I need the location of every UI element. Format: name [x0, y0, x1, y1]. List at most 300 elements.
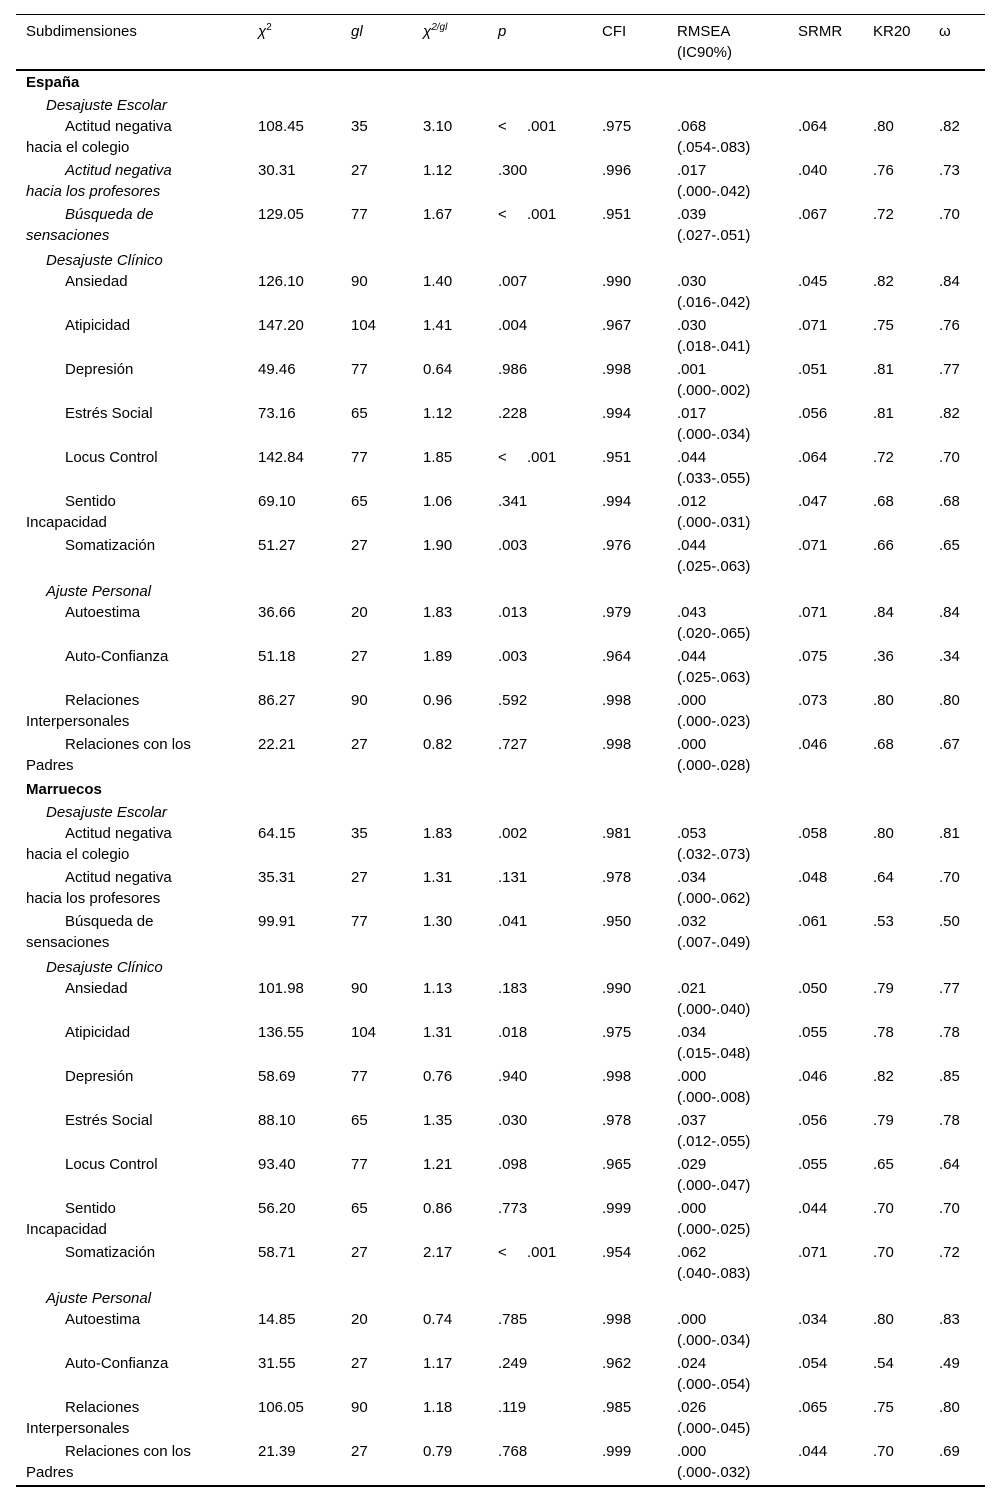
cell-rmsea	[668, 535, 789, 579]
row-label-text1: Sentido	[65, 493, 116, 510]
row-label-line2: hacia los profesores	[26, 183, 161, 200]
cell-omega: .84	[939, 273, 960, 290]
cell-rmsea	[668, 116, 789, 160]
table-row	[16, 690, 985, 734]
rmsea-value: .000	[677, 692, 707, 709]
rmsea-interval: (.016-.042)	[677, 294, 751, 311]
cell-gl: 20	[351, 1311, 368, 1328]
row-label-text1: Relaciones con los	[65, 1443, 191, 1460]
p-value: .003	[498, 648, 528, 665]
row-label-text1: Actitud negativa	[65, 118, 172, 135]
cell-srmr: .073	[798, 692, 828, 709]
subgroup-row	[16, 1286, 985, 1309]
cell-srmr: .071	[798, 1244, 828, 1261]
cell-srmr: .054	[798, 1355, 828, 1372]
table-row	[16, 1066, 985, 1110]
rmsea-value: .044	[677, 648, 707, 665]
cell-srmr: .055	[798, 1156, 828, 1173]
cell-srmr: .050	[798, 980, 828, 997]
cell-rmsea	[668, 1154, 789, 1198]
rmsea-value: .030	[677, 273, 707, 290]
rmsea-value: .039	[677, 206, 707, 223]
cell-p	[489, 1154, 593, 1198]
rmsea-interval: (.000-.028)	[677, 757, 751, 774]
cell-rmsea	[668, 160, 789, 204]
cell-chi2: 14.85	[258, 1311, 296, 1328]
cell-gl: 65	[351, 493, 368, 510]
row-label-line1	[26, 690, 249, 711]
cell-cfi: .954	[602, 1244, 632, 1261]
table-row	[16, 1198, 985, 1242]
cell-cfi: .951	[602, 449, 632, 466]
cell-rmsea	[668, 978, 789, 1022]
cell-omega: .85	[939, 1068, 960, 1085]
table-row	[16, 734, 985, 778]
cell-gl: 77	[351, 206, 368, 223]
cell-rmsea	[668, 1353, 789, 1397]
cell-omega: .65	[939, 537, 960, 554]
rmsea-value: .030	[677, 317, 707, 334]
row-label-text1: Ansiedad	[65, 980, 128, 997]
row-label	[16, 535, 249, 579]
row-label	[16, 734, 249, 778]
cell-srmr: .034	[798, 1311, 828, 1328]
row-label	[16, 823, 249, 867]
cell-ratio: 1.85	[423, 449, 453, 466]
cell-kr20: .82	[873, 273, 894, 290]
p-value: .768	[498, 1443, 528, 1460]
p-value: .018	[498, 1024, 528, 1041]
cell-kr20: .80	[873, 1311, 894, 1328]
cell-ratio: 1.18	[423, 1399, 453, 1416]
cell-chi2: 35.31	[258, 869, 296, 886]
table-row	[16, 271, 985, 315]
rmsea-value: .000	[677, 1068, 707, 1085]
row-label-text1: Autoestima	[65, 604, 141, 621]
row-label-line1	[26, 271, 249, 292]
group-label: Marruecos	[26, 781, 102, 798]
cell-cfi: .978	[602, 1112, 632, 1129]
cell-kr20: .68	[873, 736, 894, 753]
row-label-line2: Interpersonales	[26, 713, 130, 730]
row-label-line1	[26, 491, 249, 512]
cell-cfi: .985	[602, 1399, 632, 1416]
rmsea-interval: (.015-.048)	[677, 1045, 751, 1062]
rmsea-interval: (.000-.023)	[677, 713, 751, 730]
cell-chi2: 22.21	[258, 736, 296, 753]
cell-cfi: .964	[602, 648, 632, 665]
p-value: .300	[498, 162, 528, 179]
cell-omega: .69	[939, 1443, 960, 1460]
cell-kr20: .72	[873, 206, 894, 223]
cell-chi2: 88.10	[258, 1112, 296, 1129]
row-label	[16, 646, 249, 690]
row-label	[16, 690, 249, 734]
cell-ratio: 0.64	[423, 361, 453, 378]
p-less-than: <	[498, 206, 507, 223]
cell-p	[489, 867, 593, 911]
group-row	[16, 70, 985, 93]
row-label-text1: Auto-Confianza	[65, 648, 169, 665]
row-label-line1	[26, 823, 249, 844]
rmsea-value: .034	[677, 1024, 707, 1041]
rmsea-interval: (.025-.063)	[677, 669, 751, 686]
cell-kr20: .81	[873, 361, 894, 378]
cell-chi2: 142.84	[258, 449, 304, 466]
cell-cfi: .996	[602, 162, 632, 179]
subgroup-label: Desajuste Escolar	[46, 97, 167, 114]
cell-kr20: .53	[873, 913, 894, 930]
cell-chi2: 69.10	[258, 493, 296, 510]
cell-chi2: 86.27	[258, 692, 296, 709]
cell-rmsea	[668, 403, 789, 447]
cell-cfi: .975	[602, 1024, 632, 1041]
p-less-than: <	[498, 1244, 507, 1261]
row-label-line1	[26, 535, 249, 556]
cell-ratio: 1.67	[423, 206, 453, 223]
cell-cfi: .998	[602, 1068, 632, 1085]
p-less-than: <	[498, 449, 507, 466]
cell-ratio: 1.31	[423, 869, 453, 886]
row-label-text1: Auto-Confianza	[65, 1355, 169, 1372]
rmsea-interval: (.040-.083)	[677, 1265, 751, 1282]
cell-p	[489, 602, 593, 646]
p-value: .001	[527, 206, 557, 223]
subgroup-label: Ajuste Personal	[46, 1290, 152, 1307]
rmsea-value: .037	[677, 1112, 707, 1129]
cell-srmr: .047	[798, 493, 828, 510]
cell-p	[489, 491, 593, 535]
cell-srmr: .075	[798, 648, 828, 665]
row-label	[16, 867, 249, 911]
cell-chi2: 108.45	[258, 118, 304, 135]
header-ratio-sup: 2/gl	[431, 22, 448, 33]
cell-gl: 65	[351, 1200, 368, 1217]
cell-cfi: .975	[602, 118, 632, 135]
cell-omega: .34	[939, 648, 960, 665]
cell-kr20: .79	[873, 980, 894, 997]
row-label	[16, 602, 249, 646]
cell-cfi: .962	[602, 1355, 632, 1372]
table-row	[16, 1022, 985, 1066]
row-label-line2: hacia el colegio	[26, 846, 130, 863]
cell-omega: .67	[939, 736, 960, 753]
p-value: .940	[498, 1068, 528, 1085]
rmsea-interval: (.000-.034)	[677, 1332, 751, 1349]
rmsea-value: .044	[677, 449, 707, 466]
cell-p	[489, 1397, 593, 1441]
row-label-text1: Estrés Social	[65, 1112, 153, 1129]
cell-cfi: .998	[602, 692, 632, 709]
cell-chi2: 126.10	[258, 273, 304, 290]
row-label	[16, 271, 249, 315]
header-cfi: CFI	[602, 23, 627, 40]
row-label-line1	[26, 1198, 249, 1219]
table-row	[16, 1441, 985, 1486]
cell-cfi: .981	[602, 825, 632, 842]
row-label-line1	[26, 447, 249, 468]
row-label	[16, 1353, 249, 1397]
row-label-text1: Somatización	[65, 1244, 156, 1261]
row-label-line1	[26, 1353, 249, 1374]
table-row	[16, 1353, 985, 1397]
table-row	[16, 491, 985, 535]
row-label	[16, 1066, 249, 1110]
table-row	[16, 911, 985, 955]
rmsea-interval: (.000-.002)	[677, 382, 751, 399]
row-label-text1: Búsqueda de	[65, 206, 154, 223]
cell-cfi: .951	[602, 206, 632, 223]
rmsea-value: .021	[677, 980, 707, 997]
cell-gl: 27	[351, 162, 368, 179]
table-row	[16, 867, 985, 911]
cell-p	[489, 535, 593, 579]
cell-srmr: .045	[798, 273, 828, 290]
p-less-than: <	[498, 118, 507, 135]
cell-chi2: 93.40	[258, 1156, 296, 1173]
cell-ratio: 1.12	[423, 405, 453, 422]
cell-omega: .70	[939, 1200, 960, 1217]
cell-p	[489, 160, 593, 204]
cell-ratio: 1.40	[423, 273, 453, 290]
cell-omega: .82	[939, 405, 960, 422]
cell-omega: .70	[939, 449, 960, 466]
cell-omega: .78	[939, 1112, 960, 1129]
rmsea-value: .032	[677, 913, 707, 930]
row-label-line1	[26, 1110, 249, 1131]
cell-rmsea	[668, 1198, 789, 1242]
row-label-line1	[26, 911, 249, 932]
cell-omega: .77	[939, 361, 960, 378]
p-value: .785	[498, 1311, 528, 1328]
cell-srmr: .048	[798, 869, 828, 886]
cell-ratio: 1.83	[423, 604, 453, 621]
rmsea-interval: (.000-.034)	[677, 426, 751, 443]
rmsea-interval: (.020-.065)	[677, 625, 751, 642]
row-label-line1	[26, 1309, 249, 1330]
p-value: .727	[498, 736, 528, 753]
row-label	[16, 315, 249, 359]
rmsea-interval: (.007-.049)	[677, 934, 751, 951]
row-label-line2: hacia los profesores	[26, 890, 161, 907]
table-row	[16, 315, 985, 359]
row-label-line2: Incapacidad	[26, 514, 107, 531]
table-row	[16, 160, 985, 204]
cell-gl: 27	[351, 537, 368, 554]
table-row	[16, 1397, 985, 1441]
cell-cfi: .998	[602, 1311, 632, 1328]
row-label	[16, 160, 249, 204]
cell-chi2: 101.98	[258, 980, 304, 997]
table-row	[16, 204, 985, 248]
row-label	[16, 1110, 249, 1154]
cell-p	[489, 1110, 593, 1154]
cell-kr20: .80	[873, 825, 894, 842]
cell-kr20: .80	[873, 118, 894, 135]
cell-srmr: .046	[798, 736, 828, 753]
cell-omega: .73	[939, 162, 960, 179]
header-rmsea	[668, 15, 789, 71]
row-label-line1	[26, 403, 249, 424]
cell-gl: 77	[351, 1068, 368, 1085]
cell-rmsea	[668, 491, 789, 535]
cell-gl: 65	[351, 1112, 368, 1129]
cell-omega: .64	[939, 1156, 960, 1173]
rmsea-value: .017	[677, 405, 707, 422]
subgroup-label: Desajuste Clínico	[46, 959, 163, 976]
cell-p	[489, 315, 593, 359]
cell-omega: .70	[939, 206, 960, 223]
row-label	[16, 1242, 249, 1286]
cell-rmsea	[668, 1309, 789, 1353]
cell-rmsea	[668, 204, 789, 248]
row-label-line1	[26, 978, 249, 999]
cell-ratio: 1.35	[423, 1112, 453, 1129]
cell-omega: .80	[939, 692, 960, 709]
cell-rmsea	[668, 1242, 789, 1286]
table-row	[16, 1242, 985, 1286]
cell-rmsea	[668, 1022, 789, 1066]
cell-p	[489, 359, 593, 403]
row-label-line1	[26, 1022, 249, 1043]
p-value: .002	[498, 825, 528, 842]
rmsea-value: .044	[677, 537, 707, 554]
cell-kr20: .54	[873, 1355, 894, 1372]
cell-gl: 90	[351, 980, 368, 997]
cell-cfi: .965	[602, 1156, 632, 1173]
cell-gl: 77	[351, 449, 368, 466]
row-label	[16, 491, 249, 535]
cell-p	[489, 403, 593, 447]
row-label	[16, 359, 249, 403]
p-value: .041	[498, 913, 528, 930]
header-ratio	[414, 15, 489, 71]
cell-cfi: .990	[602, 980, 632, 997]
rmsea-interval: (.000-.062)	[677, 890, 751, 907]
rmsea-value: .068	[677, 118, 707, 135]
rmsea-value: .062	[677, 1244, 707, 1261]
row-label	[16, 447, 249, 491]
rmsea-interval: (.033-.055)	[677, 470, 751, 487]
row-label	[16, 116, 249, 160]
cell-p	[489, 646, 593, 690]
row-label-line1	[26, 734, 249, 755]
header-rmsea-line1: RMSEA	[677, 23, 731, 40]
cell-p	[489, 271, 593, 315]
cell-chi2: 73.16	[258, 405, 296, 422]
cell-kr20: .79	[873, 1112, 894, 1129]
cell-chi2: 58.71	[258, 1244, 296, 1261]
cell-p	[489, 1353, 593, 1397]
cell-p	[489, 823, 593, 867]
table-row	[16, 823, 985, 867]
p-value: .001	[527, 1244, 557, 1261]
cell-kr20: .70	[873, 1244, 894, 1261]
cell-omega: .83	[939, 1311, 960, 1328]
row-label-text1: Ansiedad	[65, 273, 128, 290]
cell-gl: 90	[351, 692, 368, 709]
row-label-line1	[26, 116, 249, 137]
row-label-text1: Relaciones	[65, 692, 140, 709]
p-value: .119	[498, 1399, 527, 1416]
row-label-text1: Locus Control	[65, 1156, 158, 1173]
cell-gl: 65	[351, 405, 368, 422]
rmsea-interval: (.018-.041)	[677, 338, 751, 355]
cell-kr20: .70	[873, 1443, 894, 1460]
cell-chi2: 147.20	[258, 317, 304, 334]
row-label-text1: Depresión	[65, 1068, 134, 1085]
cell-omega: .81	[939, 825, 960, 842]
row-label-line1	[26, 204, 249, 225]
subgroup-label: Ajuste Personal	[46, 583, 152, 600]
rmsea-value: .026	[677, 1399, 707, 1416]
cell-omega: .84	[939, 604, 960, 621]
cell-srmr: .051	[798, 361, 828, 378]
cell-gl: 27	[351, 1244, 368, 1261]
cell-chi2: 64.15	[258, 825, 296, 842]
results-table	[16, 14, 985, 1487]
cell-ratio: 0.82	[423, 736, 453, 753]
cell-gl: 27	[351, 869, 368, 886]
row-label-line2: hacia el colegio	[26, 139, 130, 156]
cell-cfi: .976	[602, 537, 632, 554]
subgroup-row	[16, 579, 985, 602]
rmsea-value: .053	[677, 825, 707, 842]
header-gl: gl	[351, 23, 363, 40]
row-label-text1: Autoestima	[65, 1311, 141, 1328]
table-body	[16, 70, 985, 1486]
cell-rmsea	[668, 315, 789, 359]
cell-gl: 90	[351, 1399, 368, 1416]
row-label-line1	[26, 315, 249, 336]
cell-omega: .50	[939, 913, 960, 930]
cell-gl: 35	[351, 825, 368, 842]
rmsea-value: .043	[677, 604, 707, 621]
cell-omega: .72	[939, 1244, 960, 1261]
cell-srmr: .044	[798, 1200, 828, 1217]
table-row	[16, 1154, 985, 1198]
table-row	[16, 646, 985, 690]
cell-kr20: .66	[873, 537, 894, 554]
p-value: .131	[498, 869, 528, 886]
row-label	[16, 403, 249, 447]
cell-kr20: .76	[873, 162, 894, 179]
rmsea-interval: (.000-.032)	[677, 1464, 751, 1481]
p-value: .986	[498, 361, 528, 378]
cell-rmsea	[668, 1110, 789, 1154]
p-value: .030	[498, 1112, 528, 1129]
header-subdimensiones: Subdimensiones	[26, 23, 137, 40]
cell-kr20: .78	[873, 1024, 894, 1041]
cell-chi2: 51.27	[258, 537, 296, 554]
cell-chi2: 99.91	[258, 913, 296, 930]
rmsea-value: .000	[677, 1200, 707, 1217]
rmsea-value: .000	[677, 736, 707, 753]
cell-rmsea	[668, 447, 789, 491]
cell-kr20: .70	[873, 1200, 894, 1217]
p-value: .592	[498, 692, 528, 709]
cell-gl: 77	[351, 361, 368, 378]
table-row	[16, 602, 985, 646]
cell-ratio: 1.12	[423, 162, 453, 179]
table-header	[16, 15, 985, 71]
row-label-line2: Interpersonales	[26, 1420, 130, 1437]
p-value: .183	[498, 980, 528, 997]
cell-chi2: 106.05	[258, 1399, 304, 1416]
row-label-text1: Búsqueda de	[65, 913, 154, 930]
header-chi2-base: χ	[258, 23, 267, 40]
row-label	[16, 1309, 249, 1353]
